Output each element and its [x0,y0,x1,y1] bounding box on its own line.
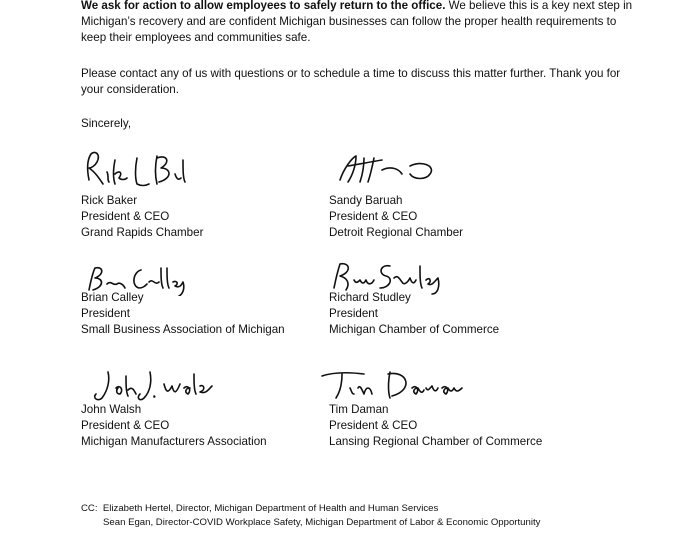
cc-label: CC: [81,503,98,514]
signatory-richard-studley [329,290,499,339]
signatory-title: President [329,307,378,321]
body-paragraph-action [81,0,641,47]
signature-sandy-baruah [330,150,440,188]
cc-line-2 [81,516,540,530]
signatory-brian-calley [81,290,285,339]
signatory-org: Detroit Regional Chamber [329,226,464,240]
cc-block [81,502,540,530]
signatory-org: Michigan Manufacturers Association [81,435,267,449]
signatory-rick-baker [81,193,203,242]
signatory-name: Rick Baker [81,194,138,207]
signature-rick-baker [81,150,191,192]
signatory-org: Michigan Chamber of Commerce [329,323,500,337]
signatory-title: President & CEO [329,419,418,433]
signatory-name: John Walsh [81,403,142,416]
body-paragraph-contact: Please contact any of us with questions or to schedule a time to discuss this matter further. Thank you for your consideration. [81,67,621,97]
signatory-org: Grand Rapids Chamber [81,226,204,240]
signatory-title: President & CEO [81,210,170,224]
signature-tim-daman [318,366,468,404]
signatory-tim-daman [329,402,542,451]
cc-recipient-1: Elizabeth Hertel, Director, Michigan Department of Health and Human Services [102,503,439,514]
signatory-org: Small Business Association of Michigan [81,323,285,337]
cc-line-1 [81,502,540,516]
cc-recipient-2: Sean Egan, Director-COVID Workplace Safety, Michigan Department of Labor & Economic Opportunity [103,517,541,528]
signatory-title: President [81,307,130,321]
signatory-title: President & CEO [329,210,418,224]
signatory-name: Richard Studley [329,291,411,304]
signatory-org: Lansing Regional Chamber of Commerce [329,435,543,449]
signatory-title: President & CEO [81,419,170,433]
signatory-name: Tim Daman [329,403,389,416]
signatory-name: Sandy Baruah [329,194,403,207]
closing: Sincerely, [81,117,132,130]
signature-john-walsh [88,366,218,406]
paragraph-rest: We believe this is a key next step in Michigan’s recovery and are confident Michigan businesses can follow the proper health requirements to keep their employees and communities safe. [81,0,633,45]
paragraph-bold-lead: We ask for action to allow employees to safely return to the office. [81,0,446,12]
signatory-john-walsh [81,402,267,451]
signatory-name: Brian Calley [81,291,144,304]
signatory-sandy-baruah [329,193,463,242]
